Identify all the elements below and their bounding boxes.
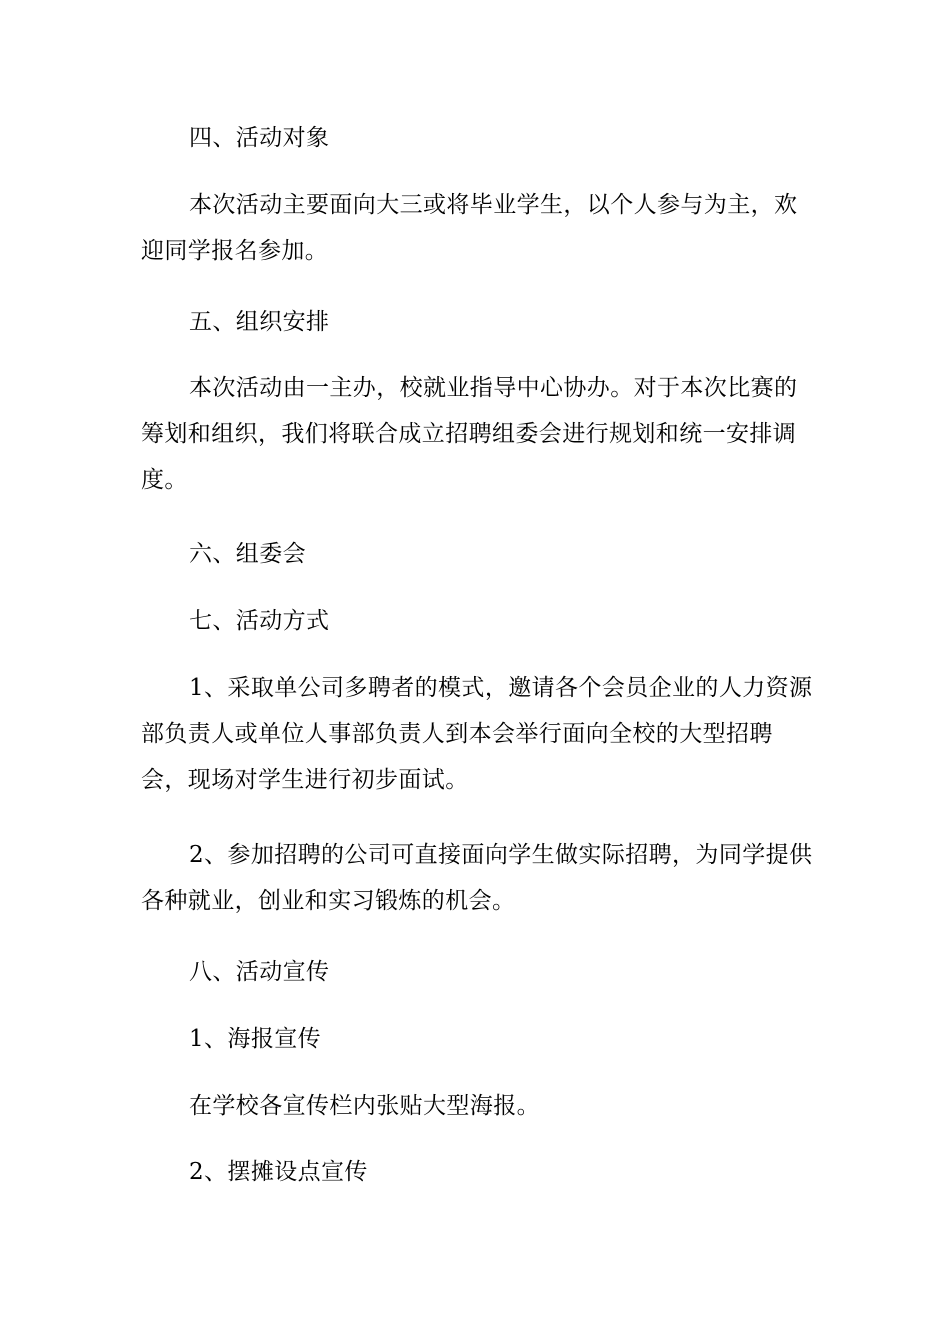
heading-booth-promotion: 2、摆摊设点宣传 bbox=[189, 1159, 368, 1185]
heading-committee: 六、组委会 bbox=[189, 541, 306, 567]
heading-promotion: 八、活动宣传 bbox=[189, 959, 330, 985]
heading-poster-promotion: 1、海报宣传 bbox=[189, 1026, 322, 1052]
paragraph-activity-target: 本次活动主要面向大三或将毕业学生，以个人参与为主，欢迎同学报名参加。 bbox=[141, 192, 798, 264]
heading-organization: 五、组织安排 bbox=[189, 309, 330, 335]
paragraph-method-2: 2、参加招聘的公司可直接面向学生做实际招聘，为同学提供各种就业，创业和实习锻炼的机会。 bbox=[141, 842, 813, 914]
heading-activity-method: 七、活动方式 bbox=[189, 608, 330, 634]
paragraph-organization: 本次活动由一主办，校就业指导中心协办。对于本次比赛的筹划和组织，我们将联合成立招聘组委会进行规划和统一安排调度。 bbox=[141, 375, 798, 493]
paragraph-poster-promotion: 在学校各宣传栏内张贴大型海报。 bbox=[189, 1093, 540, 1119]
heading-activity-target: 四、活动对象 bbox=[189, 125, 330, 151]
paragraph-method-1: 1、采取单公司多聘者的模式，邀请各个会员企业的人力资源部负责人或单位人事部负责人到本会举行面向全校的大型招聘会，现场对学生进行初步面试。 bbox=[141, 675, 813, 793]
